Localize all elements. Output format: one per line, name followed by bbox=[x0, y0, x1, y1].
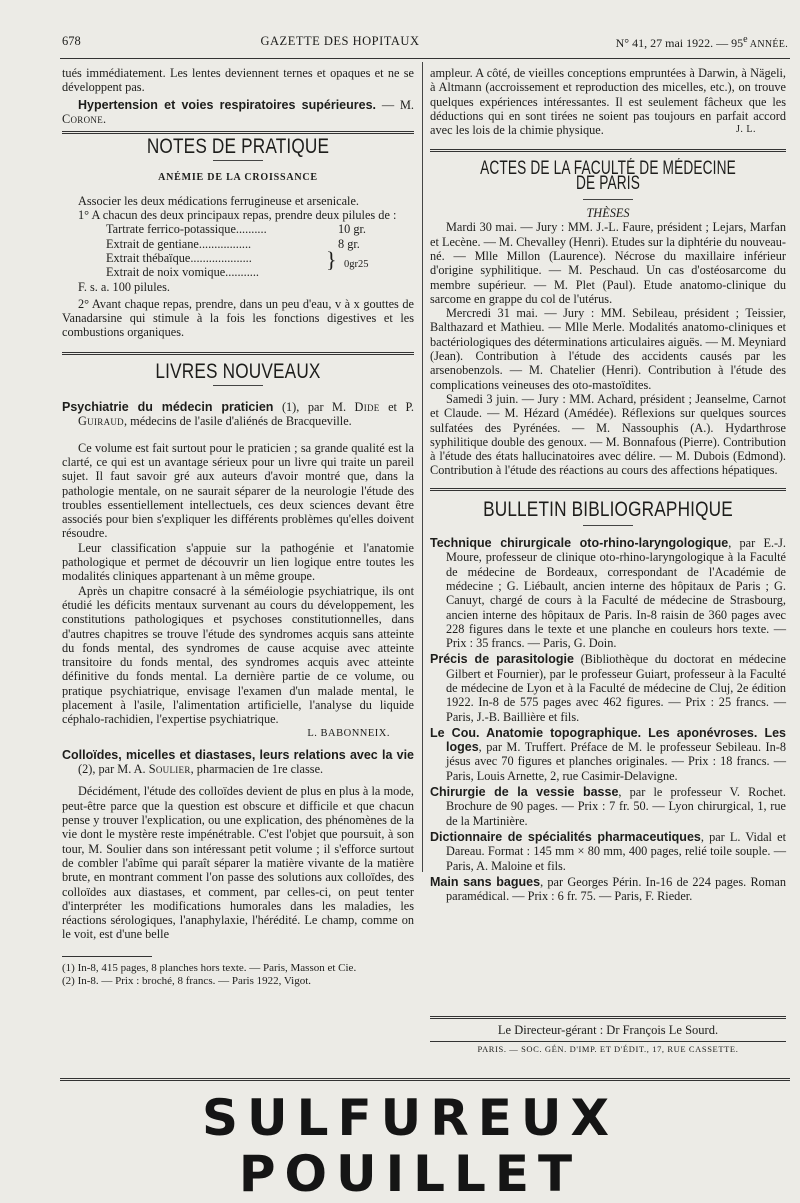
book1-entry bbox=[62, 400, 414, 429]
continued-body: ampleur. A côté, de vieilles conceptions empruntées à Darwin, à Nägeli, à Altmann (accroissement et reproduction des micelles, etc.), on trouve quelques expériences intéressantes. Il est seulement fâcheux que les déductions qui en sont tirées ne soient pas toujours en parfait accord avec les lois de la chimie physique. bbox=[430, 66, 786, 138]
biblio-entry-1 bbox=[430, 536, 786, 650]
short-rule bbox=[213, 385, 263, 386]
prescription-table bbox=[106, 222, 376, 279]
hypertension-author-prefix: — M. bbox=[376, 97, 414, 112]
ingredient-value: 8 gr. bbox=[338, 236, 360, 251]
issue-date: N° 41, 27 mai 1922. — 95 bbox=[615, 36, 744, 50]
notes-p1: Associer les deux médications ferrugineuse et arsenicale. bbox=[78, 193, 360, 208]
biblio-rest-4: , par le professeur V. Rochet. Brochure de 90 pages. — Prix : 7 fr. 50. — Lyon chirurgical, 1, rue de la Martinière. bbox=[446, 785, 786, 828]
biblio-title-1: Technique chirurgicale oto-rhino-laryngologique bbox=[430, 536, 729, 551]
book2-end: , pharmacien de 1re classe. bbox=[190, 762, 324, 777]
livres-heading: LIVRES NOUVEAUX bbox=[155, 359, 321, 383]
intro-text: tués immédiatement. Les lentes deviennent ternes et opaques et ne se développent pas. bbox=[62, 66, 414, 95]
column-divider bbox=[422, 62, 423, 872]
section-rule bbox=[62, 352, 414, 355]
footer-rule-thin bbox=[430, 1041, 786, 1042]
signature-babonneix: L. BABONNEIX. bbox=[307, 727, 390, 739]
advert-rule bbox=[60, 1078, 790, 1081]
book1-title: Psychiatrie du médecin praticien bbox=[62, 400, 274, 415]
biblio-rest-3: , par M. Truffert. Préface de M. le professeur Sebileau. In-8 jésus avec 70 figures et planches originales. — Prix : 18 francs. — Paris, Louis Arnette, 2, rue Casimir-Delavigne. bbox=[446, 740, 786, 783]
notes-fs: F. s. a. 100 pilules. bbox=[78, 279, 170, 294]
theses-subheading: THÈSES bbox=[586, 206, 630, 221]
livres-p2: Leur classification s'appuie sur la pathogénie et l'anatomie pathologique et permet de découvrir un lien logique entre toutes les modalités cliniques appartenant à un même groupe. bbox=[62, 540, 414, 584]
ingredient-name: Tartrate ferrico-potassique.......... bbox=[106, 222, 267, 237]
biblio-rest-2: (Bibliothèque du doctorat en médecine Gilbert et Fournier), par le professeur Guiart, professeur à la Faculté de médecine de Lyon et à la Faculté de médecine de Cluj, 2e édition 1922. In-8 de 575 pages avec 462 figures. — Prix : 25 francs. — Paris, J.-B. Baillière et fils. bbox=[446, 652, 787, 724]
book1-and: et P. bbox=[379, 400, 415, 415]
hypertension-note: Hypertension et voies respiratoires supérieures. — M. Corone. bbox=[62, 97, 414, 126]
book1-ref: (1), par M. bbox=[273, 400, 355, 415]
imprint-footer bbox=[430, 1016, 786, 1063]
biblio-title-6: Main sans bagues bbox=[430, 874, 541, 889]
ingredient-name: Extrait de gentiane................. bbox=[106, 236, 252, 251]
biblio-title-5: Dictionnaire de spécialités pharmaceutiques bbox=[430, 829, 701, 844]
book2-rest: (2), par M. A. bbox=[78, 762, 149, 777]
page-number: 678 bbox=[62, 34, 81, 48]
book2-title: Colloïdes, micelles et diastases, leurs relations avec la vie bbox=[62, 747, 414, 762]
biblio-rest-5: , par L. Vidal et Dareau. Format : 145 mm × 80 mm, 400 pages, relié toile souple. — Paris, A. Maloine et fils. bbox=[446, 829, 786, 873]
biblio-entry-4 bbox=[430, 785, 786, 828]
notes-heading: NOTES DE PRATIQUE bbox=[146, 135, 330, 159]
biblio-heading: BULLETIN BIBLIOGRAPHIQUE bbox=[483, 497, 733, 521]
right-column bbox=[430, 66, 786, 903]
ingredient-value: 10 gr. bbox=[338, 222, 367, 237]
actes-p1: Mardi 30 mai. — Jury : MM. J.-L. Faure, président ; Lejars, Marfan et Lecène. — M. Chevalley (Henri). Etudes sur la diphtérie du nouveau-né. — Mlle Millon (Laurence). Nécrose du maxillaire inférieur d'origine syphilitique. — M. Peschaud. Un cas d'ostéosarcome du membre supérieur. — M. Plet (Paul). Etude anatomo-clinique du sarcome en grappe du col de l'utérus. bbox=[430, 220, 786, 306]
issue-year: ANNÉE. bbox=[747, 39, 788, 50]
notes-subheading: ANÉMIE DE LA CROISSANCE bbox=[158, 172, 318, 184]
signature-jl: J. L. bbox=[736, 124, 756, 136]
livres-p3: Après un chapitre consacré à la séméiologie psychiatrique, ils ont étudié les déficits mentaux survenant au cours du développement, les constitutions pathologiques et psychoses constitutionnelles, dans d'autres chapitres se trouve l'étude des syndromes acquis sans atteinte du fonds mental, des syndromes de cause acquise avec atteinte transitoire du fonds mental, des syndromes acquis avec atteinte définitive du fonds mental. La dernière partie de ce volume, ou pratique psychiatrique, envisage l'examen d'un malade mental, le placement à l'asile, l'alimentation artificielle, l'analyse du liquide céphalo-rachidien, l'expertise psychiatrique. bbox=[62, 583, 414, 727]
notes-p3: 2° Avant chaque repas, prendre, dans un peu d'eau, v à x gouttes de Vanadarsine qui stimule à la fois les fonctions digestives et les combustions organiques. bbox=[62, 296, 414, 340]
biblio-entry-6 bbox=[430, 875, 786, 904]
actes-p2: Mercredi 31 mai. — Jury : MM. Sebileau, président ; Teissier, Balthazard et Mathieu. — Mlle Merle. Modalités anatomo-cliniques et bactériologiques des déterminations articulaires aiguës. — M. Meyniard (Jean). Contribution à l'étude des accidents causés par les arsenobenzols. — M. Chatelier (Henri). Contribution à l'étude des complications veineuses des oto-mastoïdites. bbox=[430, 306, 786, 392]
header-rule bbox=[60, 58, 790, 59]
left-column bbox=[62, 66, 414, 988]
hypertension-author: Corone bbox=[62, 111, 104, 126]
actes-heading: ACTES DE LA FACULTÉ DE MÉDECINE DE PARIS bbox=[480, 158, 736, 194]
issue-info bbox=[616, 34, 788, 51]
biblio-title-3: Le Cou. Anatomie topographique. Les aponévroses. Les loges bbox=[430, 725, 786, 755]
biblio-rest-1: , par E.-J. Moure, professeur de clinique oto-rhino-laryngologique à la Faculté de médecine de Bordeaux, correspondant de l'Académie de médecine ; G. Liébault, ancien interne des hôpitaux de Paris ; G. Canuyt, chargé de cours à la Faculté de médecine de Strasbourg, ancien interne des hôpitaux de Paris. In-8 raisin de 360 pages avec 228 figures dans le texte et une planche en couleurs hors texte. — Prix : 35 francs. — Paris, G. Doin. bbox=[446, 536, 786, 651]
advert-banner: SULFUREUX POUILLET bbox=[201, 1089, 619, 1203]
livres-p4: Décidément, l'étude des colloïdes devient de plus en plus à la mode, peut-être parce que la question est obscure et difficile et que chacun pense y trouver l'explication, ou une explication, des phénomènes de la vie dont le mystère reste impénétrable. C'est l'objet que poursuit, à son tour, M. Soulier dans son intéressant petit volume ; il s'efforce surtout de combler l'abîme qui paraît séparer la matière vivante de la matière brute, en montrant comment l'on passe des solutions aux colloïdes, des colloïdes aux diastases, et comment, par celles-ci, on peut tenter d'interpréter les modifications humorales dans les maladies, les réactions sérologiques, l'anaphylaxie, l'hérédité. Le champ, comme on le voit, est d'une belle bbox=[62, 784, 414, 942]
issue-sup: e bbox=[743, 34, 748, 45]
hypertension-title: Hypertension et voies respiratoires supérieures. bbox=[78, 97, 376, 112]
ingredient-name: Extrait de noix vomique........... bbox=[106, 265, 260, 280]
book1-rest: , médecins de l'asile d'aliénés de Bracqueville. bbox=[123, 414, 352, 429]
livres-p1: Ce volume est fait surtout pour le praticien ; sa grande qualité est la clarté, ce qui est un avantage sérieux pour un livre qui traite un pareil sujet. Il faut savoir gré aux auteurs d'avoir montré que, dans la pathologie mentale, on ne saurait séparer de la neurologie l'étude des troubles essentiellement intellectuels, ces deux sciences devant être associés pour bien s'expliquer les différents problèmes qu'elles doivent résoudre. bbox=[62, 440, 414, 541]
biblio-entry-5 bbox=[430, 830, 786, 873]
book1-author2: Guiraud bbox=[78, 414, 124, 429]
book2-entry bbox=[62, 748, 414, 777]
ingredient-name: Extrait thébaïque.................... bbox=[106, 250, 252, 265]
short-rule bbox=[213, 160, 263, 161]
director-line: Le Directeur-gérant : Dr François Le Sourd. bbox=[497, 1023, 719, 1037]
journal-title: GAZETTE DES HOPITAUX bbox=[260, 34, 420, 48]
book2-author: Soulier bbox=[148, 762, 191, 777]
printer-line: PARIS. — SOC. GÉN. D'IMP. ET D'ÉDIT., 17, RUE CASSETTE. bbox=[477, 1044, 739, 1054]
brace-value: 0gr25 bbox=[344, 259, 369, 271]
footnote-rule bbox=[62, 956, 152, 957]
biblio-title-2: Précis de parasitologie bbox=[430, 652, 574, 667]
biblio-entry-2 bbox=[430, 652, 786, 723]
section-rule bbox=[430, 149, 786, 152]
section-rule bbox=[62, 131, 414, 134]
biblio-entry-3 bbox=[430, 726, 786, 783]
footnote-2: (2) In-8. — Prix : broché, 8 francs. — Paris 1922, Vigot. bbox=[62, 974, 312, 987]
short-rule bbox=[583, 525, 633, 526]
footnote-1: (1) In-8, 415 pages, 8 planches hors texte. — Paris, Masson et Cie. bbox=[62, 961, 357, 974]
section-rule bbox=[430, 488, 786, 491]
notes-p2: 1° A chacun des deux principaux repas, prendre deux pilules de : bbox=[78, 208, 397, 223]
actes-p3: Samedi 3 juin. — Jury : MM. Achard, président ; Jeanselme, Carnot et Claude. — M. Hézard (Amédée). Réflexions sur quelques sources sulfatées des Pyrénées. — M. Nassouphis (A.). Hydarthrose syphilitique double des genoux. — M. Bonnafous (Pierre). Contribution à l'étude des états hallucinatoires avec délire. — M. Dubois (Edmond). Contribution à l'étude des réactions au cours des affections hépatiques. bbox=[430, 391, 786, 478]
biblio-rest-6: , par Georges Périn. In-16 de 224 pages. Roman paramédical. — Prix : 6 fr. 75. — Paris, F. Rieder. bbox=[446, 874, 786, 904]
biblio-title-4: Chirurgie de la vessie basse bbox=[430, 785, 619, 800]
brace-glyph: } bbox=[326, 247, 337, 273]
footer-rule bbox=[430, 1016, 786, 1019]
book1-author1: Dide bbox=[354, 400, 380, 415]
page-header bbox=[62, 32, 788, 54]
prescription-row bbox=[106, 222, 376, 236]
short-rule bbox=[583, 199, 633, 200]
continued-text bbox=[430, 66, 786, 137]
